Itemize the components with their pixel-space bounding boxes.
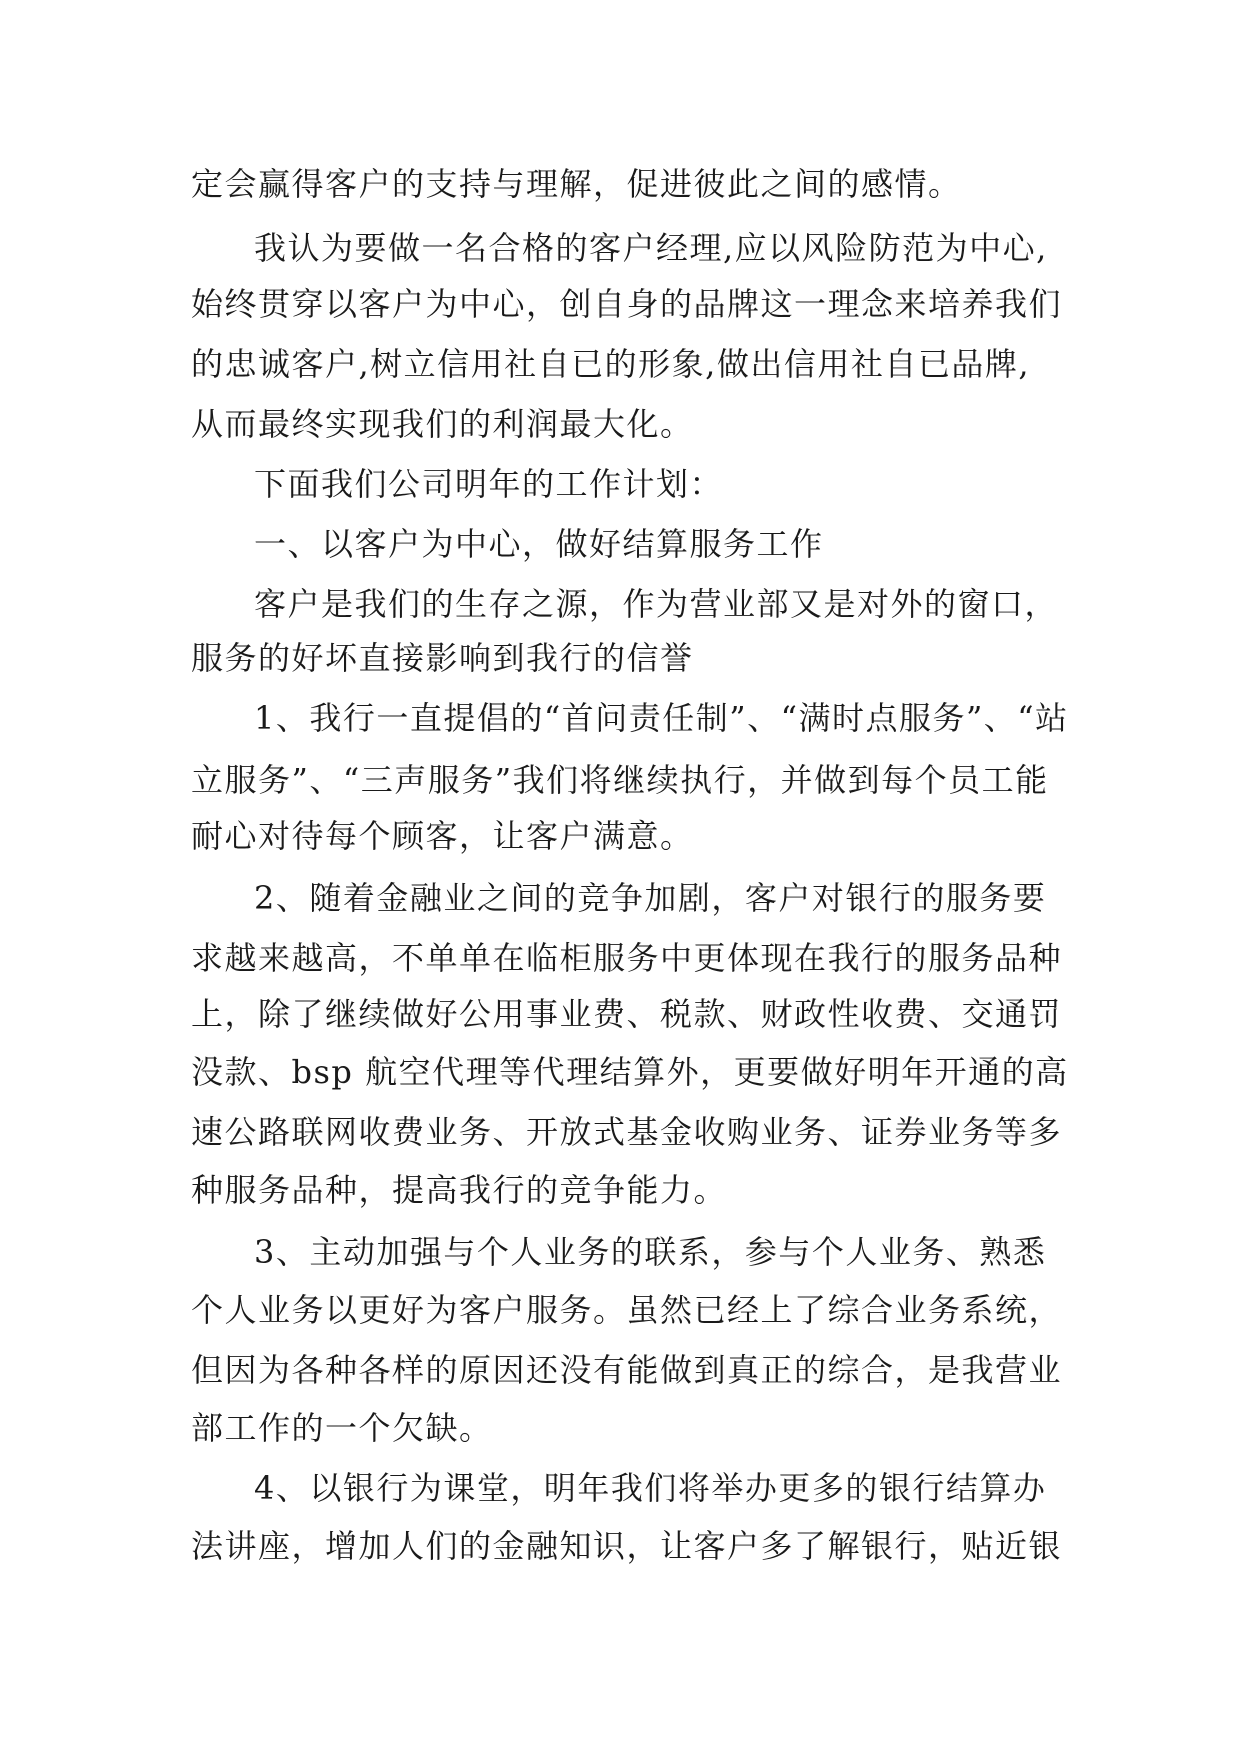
text-line: 服务的好坏直接影响到我行的信誉 xyxy=(191,639,694,677)
text-line: 耐心对待每个顾客，让客户满意。 xyxy=(191,817,694,855)
text-line: 立服务”、“三声服务”我们将继续执行，并做到每个员工能 xyxy=(191,761,1049,799)
text-line: 求越来越高，不单单在临柜服务中更体现在我行的服务品种 xyxy=(191,939,1063,977)
text-line: 种服务品种，提高我行的竞争能力。 xyxy=(191,1171,728,1209)
text-line: 但因为各种各样的原因还没有能做到真正的综合，是我营业 xyxy=(191,1351,1063,1389)
text-line: 4、以银行为课堂，明年我们将举办更多的银行结算办 xyxy=(254,1469,1047,1507)
text-line: 速公路联网收费业务、开放式基金收购业务、证券业务等多 xyxy=(191,1113,1063,1151)
text-line: 2、随着金融业之间的竞争加剧，客户对银行的服务要 xyxy=(254,879,1047,917)
text-line: 定会赢得客户的支持与理解，促进彼此之间的感情。 xyxy=(191,165,962,203)
text-line: 我认为要做一名合格的客户经理,应以风险防范为中心, xyxy=(254,229,1048,267)
text-line: 没款、bsp 航空代理等代理结算外，更要做好明年开通的高 xyxy=(191,1053,1069,1091)
text-line: 1、我行一直提倡的“首问责任制”、“满时点服务”、“站 xyxy=(254,699,1069,737)
text-line: 下面我们公司明年的工作计划： xyxy=(254,465,724,503)
text-line: 部工作的一个欠缺。 xyxy=(191,1409,493,1447)
text-line: 3、主动加强与个人业务的联系，参与个人业务、熟悉 xyxy=(254,1233,1047,1271)
text-line: 上，除了继续做好公用事业费、税款、财政性收费、交通罚 xyxy=(191,995,1063,1033)
text-line: 客户是我们的生存之源，作为营业部又是对外的窗口， xyxy=(254,585,1059,623)
text-line: 从而最终实现我们的利润最大化。 xyxy=(191,405,694,443)
text-line: 个人业务以更好为客户服务。虽然已经上了综合业务系统， xyxy=(191,1291,1063,1329)
text-line: 法讲座，增加人们的金融知识，让客户多了解银行，贴近银 xyxy=(191,1527,1063,1565)
text-line: 的忠诚客户,树立信用社自已的形象,做出信用社自已品牌, xyxy=(191,345,1031,383)
section-heading: 一、以客户为中心，做好结算服务工作 xyxy=(254,525,824,563)
text-line: 始终贯穿以客户为中心，创自身的品牌这一理念来培养我们 xyxy=(191,285,1063,323)
